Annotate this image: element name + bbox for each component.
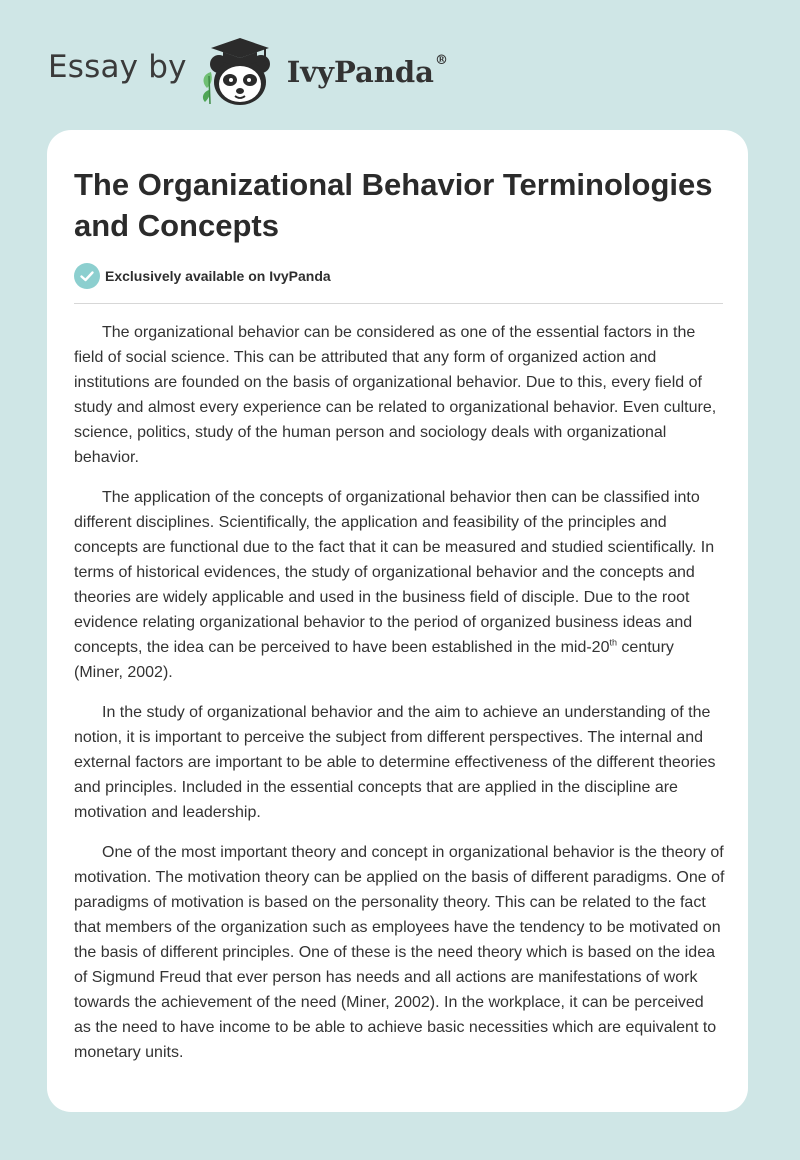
panda-graduate-logo-icon[interactable] [197, 30, 283, 110]
badge-label: Exclusively available on IvyPanda [105, 268, 331, 284]
brand-name[interactable]: IvyPanda® [286, 53, 448, 89]
paragraph: The application of the concepts of organizational behavior then can be classified into different disciplines. Scientifically, the application and feasibility of the principles and concepts are functional due to the fact that it can be measured and studied scientifically. In terms of historical evidences, the study of organizational behavior and the concepts and theories are widely applicable and used in the business field of disciple. Due to the root evidence relating organizational behavior to the period of organized business ideas and concepts, the idea can be perceived to have been established in the mid-20th century (Miner, 2002). [74, 489, 715, 681]
divider [74, 303, 723, 304]
registered-mark: ® [434, 53, 448, 68]
check-circle-icon [74, 263, 100, 289]
essay-card [47, 130, 748, 1112]
paragraph: In the study of organizational behavior and the aim to achieve an understanding of the notion, it is important to perceive the subject from different perspectives. The internal and external factors are important to be able to determine effectiveness of the different theories and principles. Included in the essential concepts that are applied in the discipline are motivation and leadership. [74, 704, 716, 821]
site-header [48, 30, 448, 110]
paragraph: The organizational behavior can be considered as one of the essential factors in the field of social science. This can be attributed that any form of organized action and institutions are founded on the basis of organizational behavior. Due to this, every field of study and almost every experience can be related to organizational behavior. Even culture, science, politics, study of the human person and sociology deals with organizational behavior. [74, 324, 717, 466]
essay-by-label: Essay by [48, 49, 187, 85]
exclusive-badge [74, 263, 331, 289]
essay-title: The Organizational Behavior Terminologies and Concepts [74, 167, 713, 243]
paragraph: One of the most important theory and concept in organizational behavior is the theory of motivation. The motivation theory can be applied on the basis of different paradigms. One of paradigms of motivation is based on the personality theory. This can be related to the fact that members of the organization such as employees have the tendency to be motivated on the basis of different principles. One of these is the need theory which is based on the idea of Sigmund Freud that ever person has needs and all actions are manifestations of work towards the achievement of the need (Miner, 2002). In the workplace, it can be perceived as the need to have income to be able to achieve basic necessities which are equivalent to monetary units. [74, 844, 725, 1061]
essay-body [74, 320, 725, 1080]
